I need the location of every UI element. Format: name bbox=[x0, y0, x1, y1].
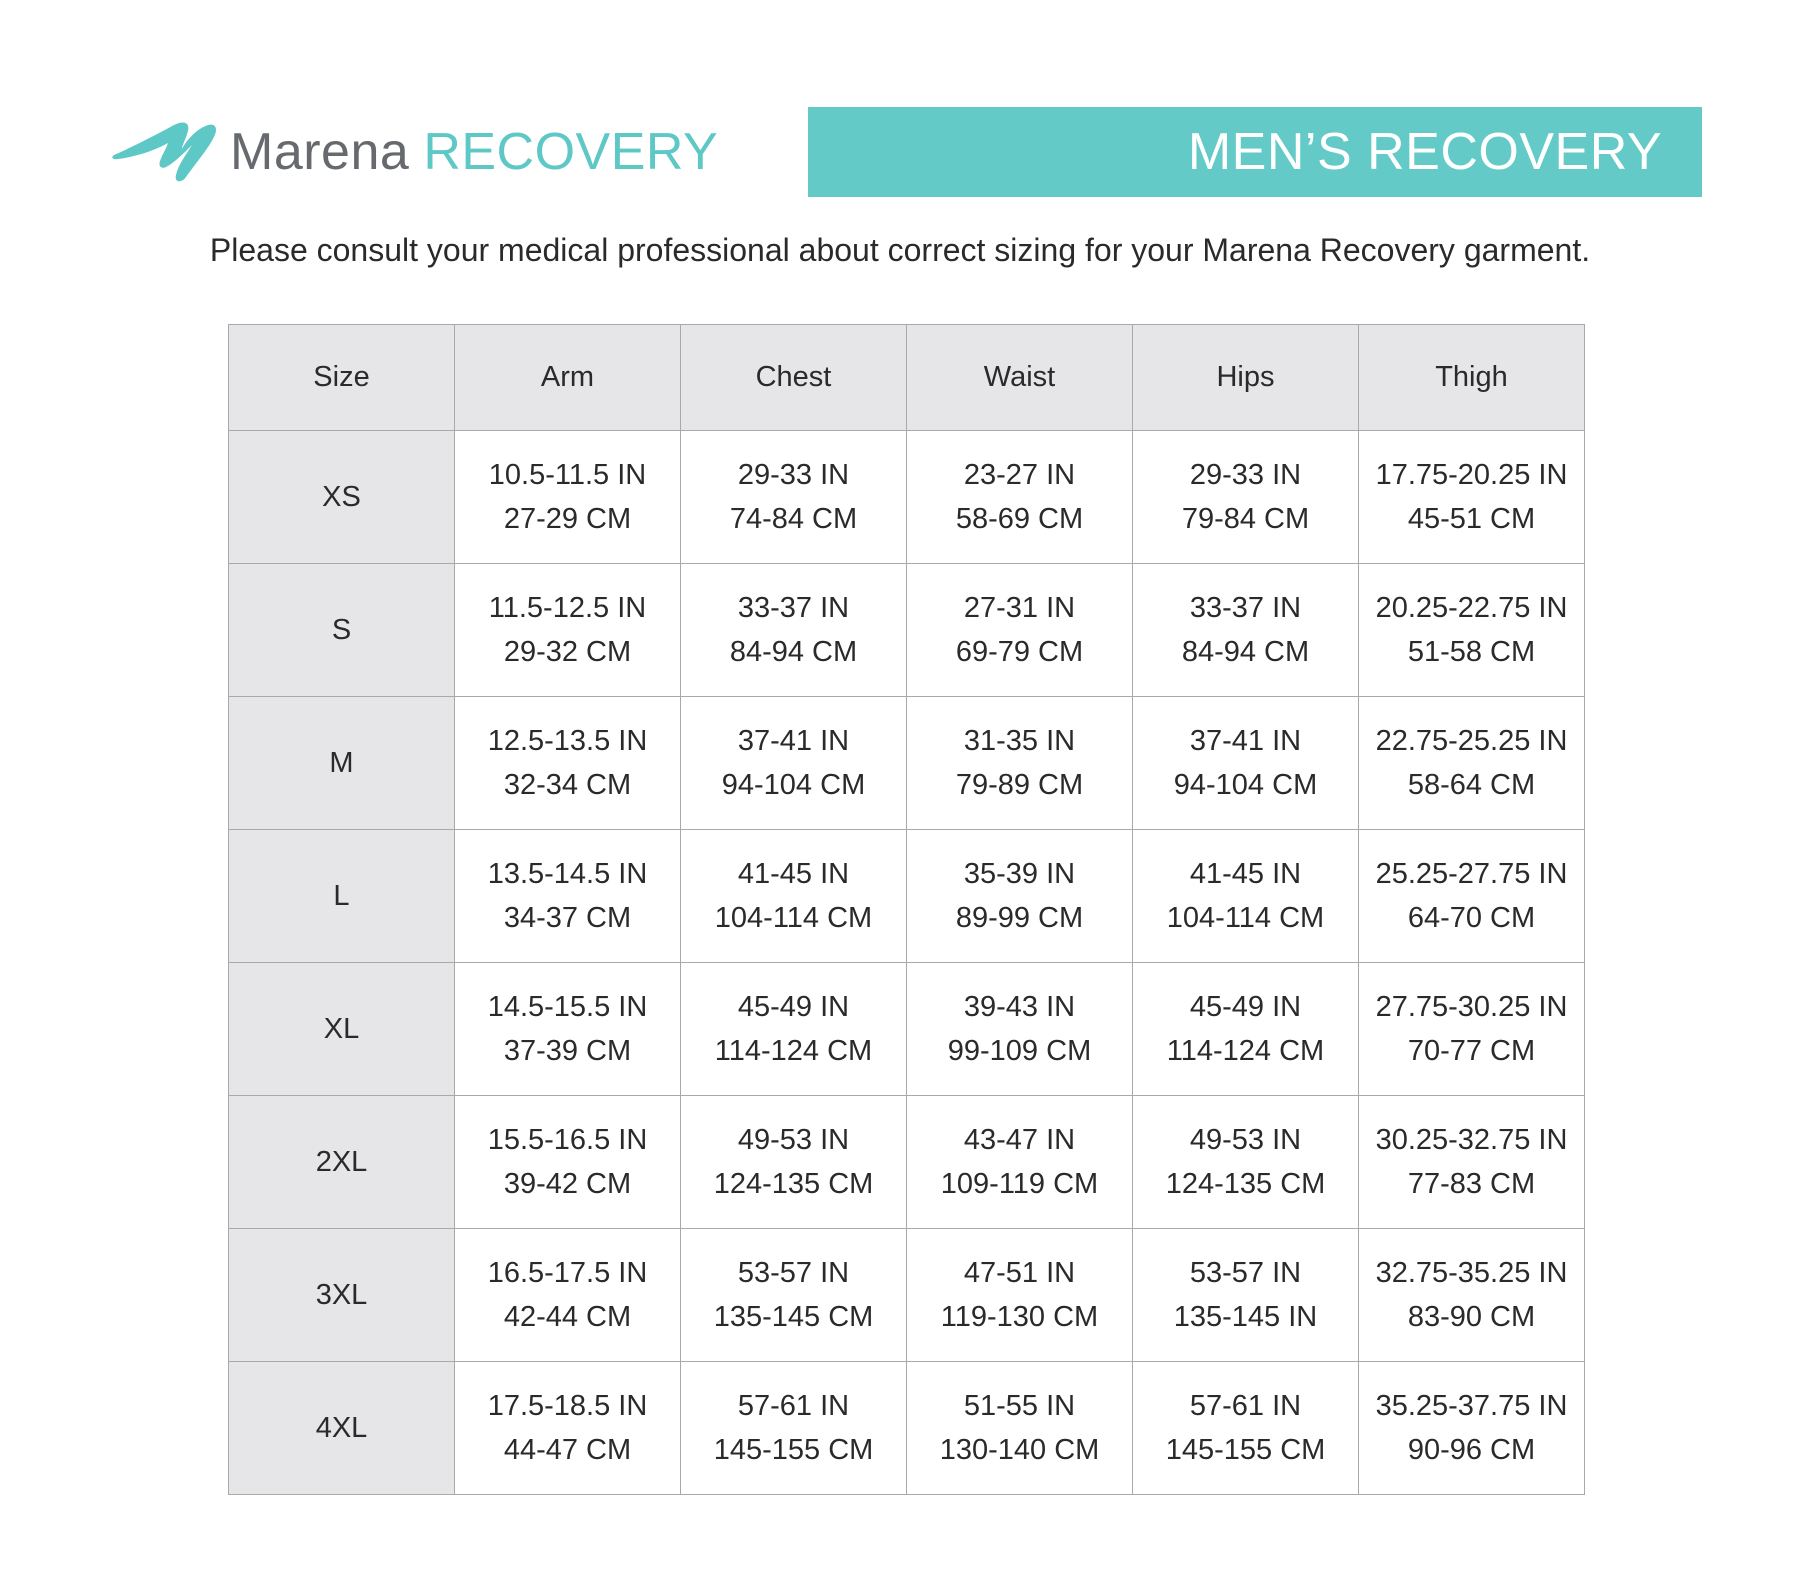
measurement-centimeters: 32-34 CM bbox=[503, 769, 632, 801]
measurement-centimeters: 135-145 IN bbox=[1173, 1301, 1318, 1333]
marena-recovery-logo bbox=[112, 107, 718, 197]
measurement-cell-waist bbox=[907, 1096, 1133, 1229]
column-header-waist: Waist bbox=[907, 325, 1133, 431]
measurement-cell-hips bbox=[1133, 1362, 1359, 1495]
logo-wordmark bbox=[230, 123, 719, 181]
measurement-centimeters: 29-32 CM bbox=[503, 636, 632, 668]
measurement-inches: 14.5-15.5 IN bbox=[487, 991, 648, 1023]
logo-word-marena: Marena bbox=[230, 123, 410, 181]
measurement-cell-chest bbox=[681, 431, 907, 564]
measurement-inches: 41-45 IN bbox=[737, 858, 850, 890]
measurement-centimeters: 89-99 CM bbox=[955, 902, 1084, 934]
table-row bbox=[229, 1096, 1585, 1229]
measurement-centimeters: 119-130 CM bbox=[940, 1301, 1099, 1333]
measurement-cell-arm bbox=[455, 697, 681, 830]
measurement-cell-thigh bbox=[1359, 1229, 1585, 1362]
measurement-inches: 27-31 IN bbox=[963, 592, 1076, 624]
measurement-inches: 37-41 IN bbox=[1189, 725, 1302, 757]
size-chart-table bbox=[228, 324, 1585, 1495]
measurement-centimeters: 84-94 CM bbox=[1181, 636, 1310, 668]
measurement-cell-thigh bbox=[1359, 564, 1585, 697]
measurement-centimeters: 135-145 CM bbox=[713, 1301, 874, 1333]
measurement-inches: 17.75-20.25 IN bbox=[1375, 459, 1568, 491]
measurement-centimeters: 94-104 CM bbox=[1173, 769, 1318, 801]
measurement-centimeters: 84-94 CM bbox=[729, 636, 858, 668]
measurement-centimeters: 51-58 CM bbox=[1407, 636, 1536, 668]
measurement-cell-arm bbox=[455, 1229, 681, 1362]
measurement-cell-thigh bbox=[1359, 1096, 1585, 1229]
sizing-advice-text: Please consult your medical professional about correct sizing for your Marena Recovery garment. bbox=[209, 232, 1591, 268]
measurement-inches: 53-57 IN bbox=[1189, 1257, 1302, 1289]
measurement-inches: 49-53 IN bbox=[737, 1124, 850, 1156]
measurement-cell-hips bbox=[1133, 697, 1359, 830]
column-header-size: Size bbox=[229, 325, 455, 431]
measurement-centimeters: 104-114 CM bbox=[714, 902, 873, 934]
size-label-cell: 2XL bbox=[229, 1096, 455, 1229]
measurement-centimeters: 64-70 CM bbox=[1407, 902, 1536, 934]
measurement-inches: 20.25-22.75 IN bbox=[1375, 592, 1568, 624]
measurement-cell-chest bbox=[681, 1362, 907, 1495]
measurement-inches: 30.25-32.75 IN bbox=[1375, 1124, 1568, 1156]
measurement-cell-thigh bbox=[1359, 431, 1585, 564]
measurement-inches: 12.5-13.5 IN bbox=[487, 725, 648, 757]
measurement-inches: 33-37 IN bbox=[1189, 592, 1302, 624]
measurement-centimeters: 42-44 CM bbox=[503, 1301, 632, 1333]
measurement-inches: 57-61 IN bbox=[737, 1390, 850, 1422]
measurement-inches: 13.5-14.5 IN bbox=[487, 858, 648, 890]
measurement-cell-thigh bbox=[1359, 697, 1585, 830]
banner-title: MEN’S RECOVERY bbox=[1187, 123, 1662, 181]
measurement-centimeters: 104-114 CM bbox=[1166, 902, 1325, 934]
measurement-inches: 15.5-16.5 IN bbox=[487, 1124, 648, 1156]
measurement-cell-hips bbox=[1133, 830, 1359, 963]
measurement-centimeters: 130-140 CM bbox=[939, 1434, 1100, 1466]
measurement-cell-thigh bbox=[1359, 963, 1585, 1096]
measurement-centimeters: 37-39 CM bbox=[503, 1035, 632, 1067]
measurement-inches: 11.5-12.5 IN bbox=[488, 592, 647, 624]
table-row bbox=[229, 1229, 1585, 1362]
measurement-inches: 49-53 IN bbox=[1189, 1124, 1302, 1156]
measurement-centimeters: 58-69 CM bbox=[955, 503, 1084, 535]
measurement-inches: 43-47 IN bbox=[963, 1124, 1076, 1156]
size-label-cell: XS bbox=[229, 431, 455, 564]
measurement-cell-hips bbox=[1133, 1229, 1359, 1362]
measurement-inches: 45-49 IN bbox=[737, 991, 850, 1023]
measurement-inches: 41-45 IN bbox=[1189, 858, 1302, 890]
measurement-inches: 39-43 IN bbox=[963, 991, 1076, 1023]
measurement-centimeters: 124-135 CM bbox=[713, 1168, 874, 1200]
measurement-centimeters: 94-104 CM bbox=[721, 769, 866, 801]
size-label-cell: 3XL bbox=[229, 1229, 455, 1362]
measurement-inches: 29-33 IN bbox=[1189, 459, 1302, 491]
measurement-cell-arm bbox=[455, 963, 681, 1096]
measurement-cell-waist bbox=[907, 963, 1133, 1096]
measurement-inches: 25.25-27.75 IN bbox=[1375, 858, 1568, 890]
measurement-inches: 10.5-11.5 IN bbox=[488, 459, 647, 491]
table-row bbox=[229, 697, 1585, 830]
measurement-inches: 22.75-25.25 IN bbox=[1375, 725, 1568, 757]
measurement-cell-waist bbox=[907, 697, 1133, 830]
measurement-cell-hips bbox=[1133, 431, 1359, 564]
measurement-cell-chest bbox=[681, 830, 907, 963]
size-label-cell: S bbox=[229, 564, 455, 697]
measurement-centimeters: 74-84 CM bbox=[729, 503, 858, 535]
table-row bbox=[229, 830, 1585, 963]
table-header-row bbox=[229, 325, 1585, 431]
column-header-thigh: Thigh bbox=[1359, 325, 1585, 431]
measurement-centimeters: 45-51 CM bbox=[1407, 503, 1536, 535]
measurement-inches: 29-33 IN bbox=[737, 459, 850, 491]
measurement-inches: 32.75-35.25 IN bbox=[1375, 1257, 1568, 1289]
measurement-centimeters: 34-37 CM bbox=[503, 902, 632, 934]
measurement-cell-waist bbox=[907, 1362, 1133, 1495]
measurement-inches: 17.5-18.5 IN bbox=[487, 1390, 648, 1422]
measurement-cell-chest bbox=[681, 963, 907, 1096]
measurement-cell-thigh bbox=[1359, 830, 1585, 963]
size-label-cell: XL bbox=[229, 963, 455, 1096]
measurement-inches: 47-51 IN bbox=[963, 1257, 1076, 1289]
table-row bbox=[229, 1362, 1585, 1495]
measurement-cell-chest bbox=[681, 1229, 907, 1362]
table-row bbox=[229, 564, 1585, 697]
column-header-arm: Arm bbox=[455, 325, 681, 431]
measurement-inches: 16.5-17.5 IN bbox=[487, 1257, 648, 1289]
measurement-centimeters: 114-124 CM bbox=[714, 1035, 873, 1067]
measurement-cell-hips bbox=[1133, 564, 1359, 697]
measurement-inches: 35-39 IN bbox=[963, 858, 1076, 890]
measurement-cell-waist bbox=[907, 564, 1133, 697]
marena-swoosh-icon bbox=[112, 119, 218, 185]
measurement-inches: 31-35 IN bbox=[963, 725, 1076, 757]
measurement-inches: 35.25-37.75 IN bbox=[1375, 1390, 1568, 1422]
measurement-inches: 27.75-30.25 IN bbox=[1375, 991, 1568, 1023]
measurement-cell-chest bbox=[681, 1096, 907, 1229]
measurement-centimeters: 79-84 CM bbox=[1181, 503, 1310, 535]
measurement-cell-waist bbox=[907, 1229, 1133, 1362]
measurement-cell-hips bbox=[1133, 1096, 1359, 1229]
measurement-inches: 23-27 IN bbox=[963, 459, 1076, 491]
size-label-cell: M bbox=[229, 697, 455, 830]
measurement-inches: 57-61 IN bbox=[1189, 1390, 1302, 1422]
table-row bbox=[229, 963, 1585, 1096]
measurement-cell-arm bbox=[455, 1362, 681, 1495]
measurement-centimeters: 109-119 CM bbox=[940, 1168, 1099, 1200]
measurement-cell-waist bbox=[907, 431, 1133, 564]
measurement-cell-hips bbox=[1133, 963, 1359, 1096]
measurement-centimeters: 39-42 CM bbox=[503, 1168, 632, 1200]
measurement-inches: 33-37 IN bbox=[737, 592, 850, 624]
measurement-cell-arm bbox=[455, 1096, 681, 1229]
measurement-cell-chest bbox=[681, 697, 907, 830]
measurement-cell-arm bbox=[455, 830, 681, 963]
measurement-centimeters: 83-90 CM bbox=[1407, 1301, 1536, 1333]
column-header-hips: Hips bbox=[1133, 325, 1359, 431]
measurement-cell-arm bbox=[455, 564, 681, 697]
table-body bbox=[229, 431, 1585, 1495]
size-label-cell: 4XL bbox=[229, 1362, 455, 1495]
table-row bbox=[229, 431, 1585, 564]
measurement-centimeters: 114-124 CM bbox=[1166, 1035, 1325, 1067]
measurement-cell-waist bbox=[907, 830, 1133, 963]
measurement-centimeters: 124-135 CM bbox=[1165, 1168, 1326, 1200]
measurement-cell-chest bbox=[681, 564, 907, 697]
measurement-centimeters: 79-89 CM bbox=[955, 769, 1084, 801]
title-banner bbox=[808, 107, 1702, 197]
measurement-centimeters: 145-155 CM bbox=[1165, 1434, 1326, 1466]
measurement-cell-thigh bbox=[1359, 1362, 1585, 1495]
measurement-cell-arm bbox=[455, 431, 681, 564]
measurement-centimeters: 145-155 CM bbox=[713, 1434, 874, 1466]
measurement-inches: 53-57 IN bbox=[737, 1257, 850, 1289]
measurement-centimeters: 44-47 CM bbox=[503, 1434, 632, 1466]
measurement-centimeters: 99-109 CM bbox=[947, 1035, 1092, 1067]
measurement-inches: 37-41 IN bbox=[737, 725, 850, 757]
measurement-centimeters: 70-77 CM bbox=[1407, 1035, 1536, 1067]
measurement-centimeters: 90-96 CM bbox=[1407, 1434, 1536, 1466]
measurement-centimeters: 27-29 CM bbox=[503, 503, 632, 535]
measurement-inches: 51-55 IN bbox=[963, 1390, 1076, 1422]
size-label-cell: L bbox=[229, 830, 455, 963]
measurement-inches: 45-49 IN bbox=[1189, 991, 1302, 1023]
measurement-centimeters: 77-83 CM bbox=[1407, 1168, 1536, 1200]
measurement-centimeters: 69-79 CM bbox=[955, 636, 1084, 668]
measurement-centimeters: 58-64 CM bbox=[1407, 769, 1536, 801]
logo-word-recovery: RECOVERY bbox=[423, 123, 719, 181]
page-header bbox=[0, 107, 1800, 197]
column-header-chest: Chest bbox=[681, 325, 907, 431]
